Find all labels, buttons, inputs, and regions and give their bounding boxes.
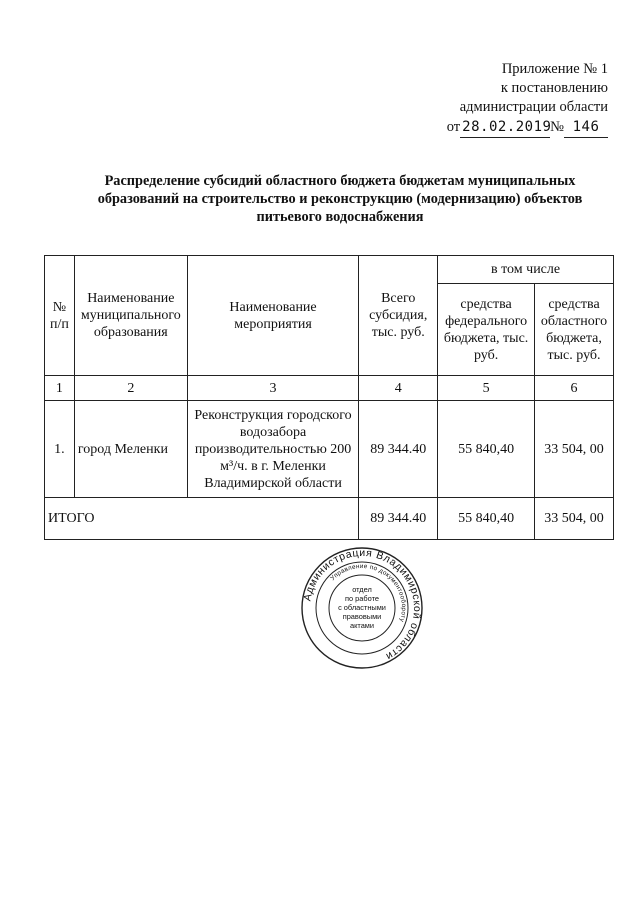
official-stamp: [300, 546, 424, 670]
title-line-3: питьевого водоснабжения: [256, 209, 424, 225]
row-municipality: город Меленки: [74, 401, 187, 498]
appendix-authority: администрации области: [459, 99, 608, 115]
header-municipality: Наименование муниципального образования: [74, 256, 187, 376]
header-total: Всего субсидия, тыс. руб.: [359, 256, 438, 376]
column-number: 4: [359, 376, 438, 401]
stamp-center-text: [338, 585, 386, 630]
stamp-center-line: отдел: [352, 585, 372, 594]
column-number: 1: [45, 376, 75, 401]
subsidy-table: [44, 255, 614, 540]
document-title: [60, 172, 620, 226]
total-regional: 33 504, 00: [535, 498, 614, 540]
total-row: [45, 498, 614, 540]
decree-number: 146: [564, 118, 608, 138]
total-sum: 89 344.40: [359, 498, 438, 540]
row-num: 1.: [45, 401, 75, 498]
header-federal: средства федерального бюджета, тыс. руб.: [438, 284, 535, 376]
header-including: в том числе: [438, 256, 614, 284]
header-regional: средства областного бюджета, тыс. руб.: [535, 284, 614, 376]
column-number: 6: [535, 376, 614, 401]
total-label: ИТОГО: [45, 498, 359, 540]
row-federal: 55 840,40: [438, 401, 535, 498]
stamp-center-line: с областными: [338, 603, 386, 612]
from-label: от: [446, 119, 461, 135]
title-line-2: образований на строительство и реконструкцию (модернизацию) объектов: [97, 191, 583, 207]
row-total: 89 344.40: [359, 401, 438, 498]
header-row-1: [45, 256, 614, 284]
stamp-center-line: актами: [349, 621, 375, 630]
header-measure: Наименование мероприятия: [187, 256, 359, 376]
stamp-inner-text: Управление по документообороту: [329, 562, 408, 623]
appendix-reference: к постановлению: [500, 80, 608, 96]
title-line-1: Распределение субсидий областного бюджета бюджетам муниципальных: [104, 173, 576, 189]
column-number-row: [45, 376, 614, 401]
total-federal: 55 840,40: [438, 498, 535, 540]
appendix-title: Приложение № 1: [501, 61, 608, 77]
row-regional: 33 504, 00: [535, 401, 614, 498]
header-num: № п/п: [45, 256, 75, 376]
column-number: 5: [438, 376, 535, 401]
appendix-date-line: [430, 118, 608, 138]
decree-date: 28.02.2019: [460, 118, 550, 138]
column-number: 3: [187, 376, 359, 401]
column-number: 2: [74, 376, 187, 401]
stamp-center-line: правовыми: [342, 612, 382, 621]
row-measure: Реконструкция городского водозабора производительностью 200 м³/ч. в г. Меленки Владимирской области: [187, 401, 359, 498]
appendix-block: [430, 60, 608, 138]
stamp-outer-text: Администрация Владимирской области: [301, 546, 424, 663]
number-label: №: [550, 119, 564, 135]
stamp-center-line: по работе: [345, 594, 379, 603]
table-row: [45, 401, 614, 498]
